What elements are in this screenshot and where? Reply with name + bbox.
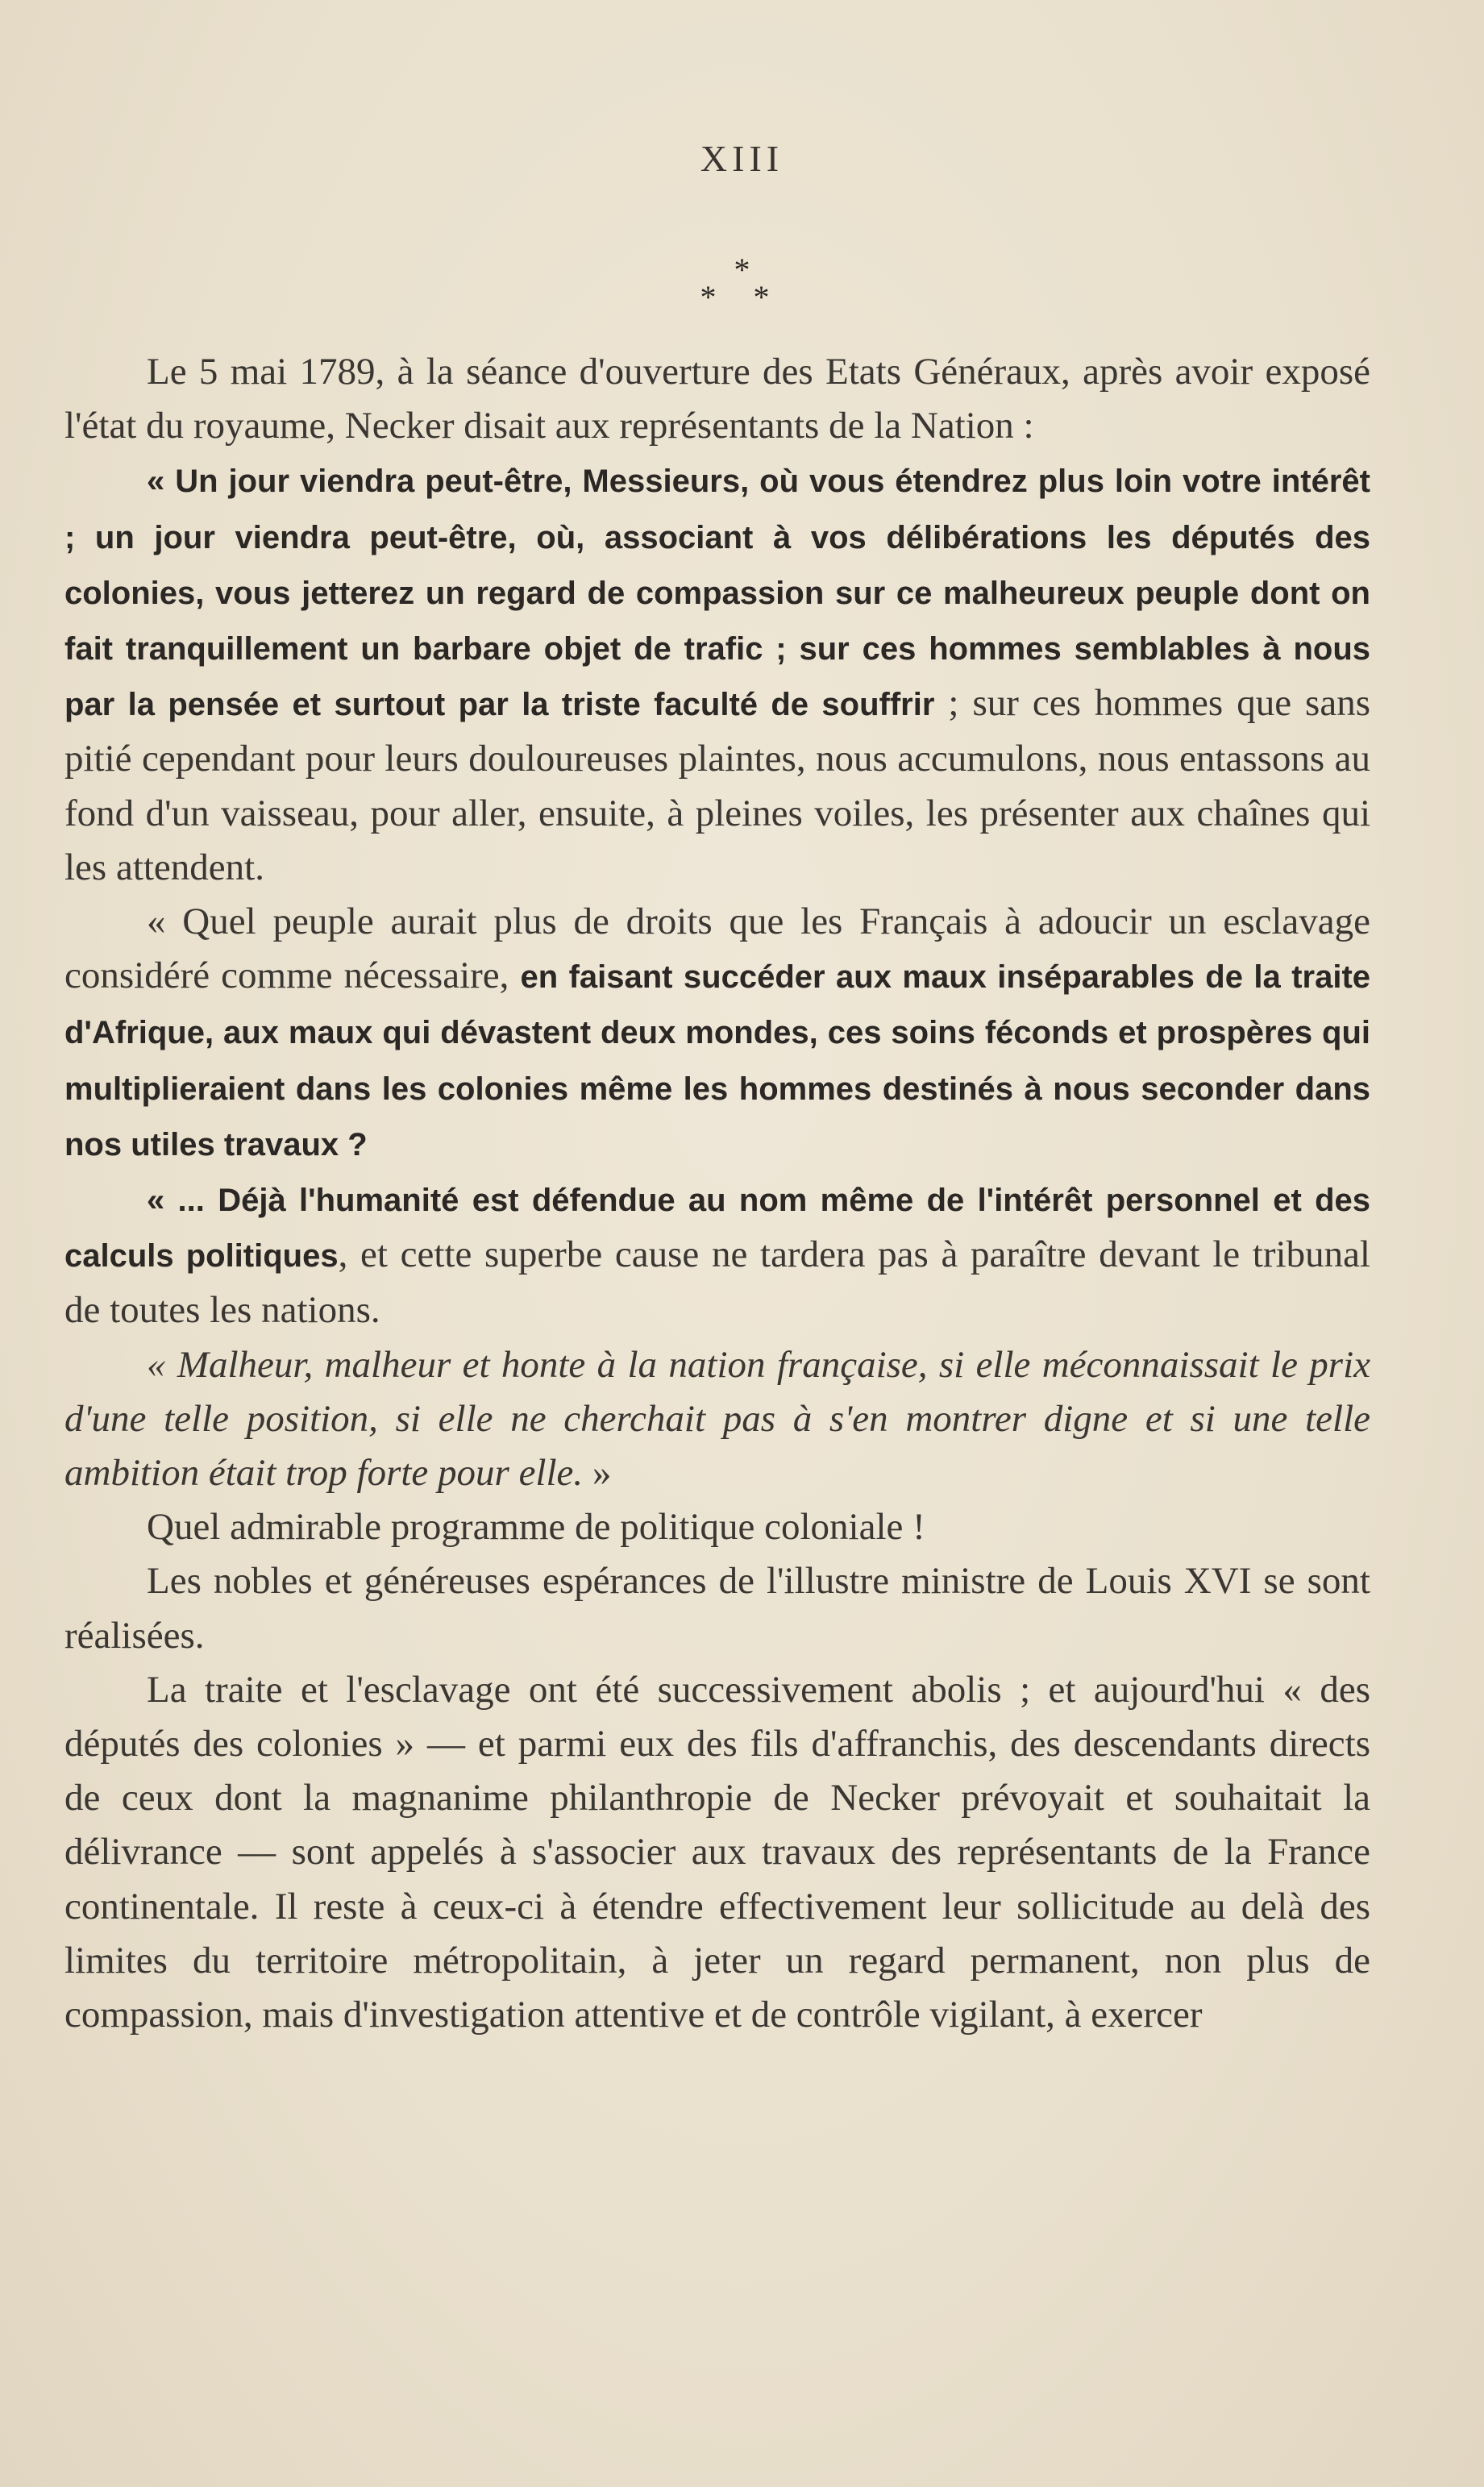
asterism-bottom-stars: * * <box>700 279 784 315</box>
paragraph-necker-quote-3 <box>64 1172 1370 1338</box>
quote-closing-mark: » <box>583 1452 612 1495</box>
quote-bold-passage: « ... Déjà l'humanité est défendue au nom même de l'intérêt personnel et des calculs politiques <box>64 1183 1370 1275</box>
quote-italic-passage: « Malheur, malheur et honte à la nation française, si elle méconnaissait le prix d'une telle position, si elle ne cherchait pas à s'en montrer digne et si une telle ambition était trop forte pour elle. <box>64 1343 1370 1495</box>
paragraph-necker-quote-2 <box>64 895 1370 1172</box>
asterism-top-star: * <box>734 252 750 288</box>
section-separator <box>0 254 1484 318</box>
quote-regular-passage: , et cette superbe cause ne tardera pas à paraître devant le tribunal de toutes les nations. <box>64 1233 1370 1332</box>
paragraph-necker-quote-4 <box>64 1338 1370 1501</box>
paragraph-abolition: La traite et l'esclavage ont été successivement abolis ; et aujourd'hui « des députés des colonies » — et parmi eux des fils d'affranchis, des descendants directs de ceux dont la magnanime philanthropie de Necker prévoyait et souhaitait la délivrance — sont appelés à s'associer aux travaux des représentants de la France continentale. Il reste à ceux-ci à étendre effectivement leur sollicitude au delà des limites du territoire métropolitain, à jeter un regard permanent, non plus de compassion, mais d'investigation attentive et de contrôle vigilant, à exercer <box>64 1668 1370 2036</box>
paragraph-intro: Le 5 mai 1789, à la séance d'ouverture des Etats Généraux, après avoir exposé l'état du royaume, Necker disait aux représentants de la Nation : <box>64 351 1370 447</box>
quote-bold-passage: en faisant succéder aux maux inséparables de la traite d'Afrique, aux maux qui dévastent deux mondes, ces soins féconds et prospères qui multiplieraient dans les colonies même les hommes destinés à nous seconder dans nos utiles travaux ? <box>64 959 1371 1162</box>
quote-regular-passage: « Quel peuple aurait plus de droits que les Français à adoucir un esclavage considéré comme nécessaire, <box>64 900 1370 997</box>
quote-regular-passage: ; sur ces hommes que sans pitié cependant pour leurs douloureuses plaintes, nous accumulons, nous entassons au fond d'un vaisseau, pour aller, ensuite, à pleines voiles, les présenter aux chaînes qui les attendent. <box>64 682 1370 888</box>
quote-bold-passage: « Un jour viendra peut-être, Messieurs, où vous étendrez plus loin votre intérêt ; un jour viendra peut-être, où, associant à vos délibérations les députés des colonies, vous jetterez un regard de compassion sur ce malheureux peuple dont on fait tranquillement un barbare objet de trafic ; sur ces hommes semblables à nous par la pensée et surtout par la triste faculté de souffrir <box>64 464 1370 723</box>
body-text <box>64 345 1370 2042</box>
paragraph-necker-quote-1 <box>64 453 1370 895</box>
page-number: XIII <box>700 138 784 179</box>
paragraph-hopes: Les nobles et généreuses espérances de l'illustre ministre de Louis XVI se sont réalisées. <box>64 1560 1370 1657</box>
paragraph-program: Quel admirable programme de politique coloniale ! <box>147 1506 925 1549</box>
